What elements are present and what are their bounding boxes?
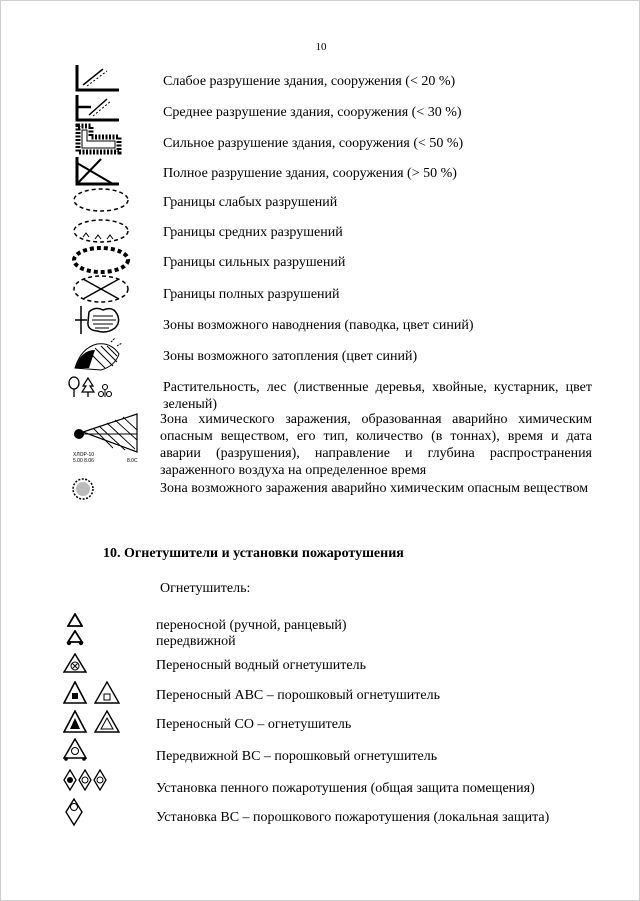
chemical-zone-label-1: ХЛОР-10 <box>73 452 95 458</box>
item-text-1: Слабое разрушение здания, сооружения (< 20 %) <box>163 74 456 89</box>
item-text-5: Границы слабых разрушений <box>163 195 338 210</box>
item-text-4: Полное разрушение здания, сооружения (> 50 %) <box>163 166 457 181</box>
extinguisher-text-6: Передвижной ВС – порошковый огнетушитель <box>156 749 438 764</box>
item-text-9: Зоны возможного наводнения (паводка, цвет синий) <box>163 318 474 333</box>
extinguisher-heading: Огнетушитель: <box>160 581 251 596</box>
abc-powder-extinguisher-icon <box>63 681 123 705</box>
bc-powder-mobile-extinguisher-icon <box>63 738 87 762</box>
bc-powder-installation-icon <box>65 798 83 828</box>
strong-destruction-icon <box>73 123 123 155</box>
item-text-6: Границы средних разрушений <box>163 225 343 240</box>
full-destruction-icon <box>73 155 123 187</box>
item-text-8: Границы полных разрушений <box>163 287 340 302</box>
mobile-extinguisher-icon <box>66 630 84 646</box>
medium-boundary-icon <box>71 216 131 246</box>
item-text-11: Растительность, лес (лиственные деревья, хвойные, кустарник, цвет зеленый) <box>163 380 592 412</box>
extinguisher-text-7: Установка пенного пожаротушения (общая защита помещения) <box>156 781 535 796</box>
chemical-zone-label-2: 5.00 8.06 <box>73 458 94 464</box>
inundation-zone-icon <box>71 336 125 372</box>
extinguisher-text-3: Переносный водный огнетушитель <box>156 658 366 673</box>
possible-contamination-icon <box>71 477 95 501</box>
item-text-10: Зоны возможного затопления (цвет синий) <box>163 349 418 364</box>
full-boundary-icon <box>71 273 131 305</box>
item-text-12: Зона химического заражения, образованная аварийно химическим опасным веществом, его тип, количество (в тоннах), время и дата аварии (разрушения), направление и глубина распространения зараженного воздуха на определенное время <box>160 412 592 478</box>
chemical-zone-label-3: 8.0С <box>127 458 138 464</box>
vegetation-icon <box>67 375 115 401</box>
weak-destruction-icon <box>73 63 123 93</box>
item-text-7: Границы сильных разрушений <box>163 255 346 270</box>
flood-zone-icon <box>73 304 123 336</box>
page-number: 10 <box>315 41 327 53</box>
item-text-2: Среднее разрушение здания, сооружения (< 30 %) <box>163 105 462 120</box>
extinguisher-text-8: Установка ВС – порошкового пожаротушения (локальная защита) <box>156 810 550 825</box>
extinguisher-text-1: переносной (ручной, ранцевый) <box>156 618 347 633</box>
section-title: 10. Огнетушители и установки пожаротушения <box>103 546 404 561</box>
item-text-13: Зона возможного заражения аварийно химическим опасным веществом <box>160 481 589 496</box>
item-text-3: Сильное разрушение здания, сооружения (< 50 %) <box>163 136 464 151</box>
foam-installation-icon <box>63 769 109 791</box>
portable-extinguisher-icon <box>67 613 83 627</box>
extinguisher-text-4: Переносный АВС – порошковый огнетушитель <box>156 688 440 703</box>
weak-boundary-icon <box>71 186 131 214</box>
co-extinguisher-icon <box>63 710 123 734</box>
extinguisher-text-5: Переносный СО – огнетушитель <box>156 717 352 732</box>
strong-boundary-icon <box>71 244 131 276</box>
medium-destruction-icon <box>73 93 123 123</box>
water-extinguisher-icon <box>63 653 87 673</box>
extinguisher-text-2: передвижной <box>156 634 236 649</box>
